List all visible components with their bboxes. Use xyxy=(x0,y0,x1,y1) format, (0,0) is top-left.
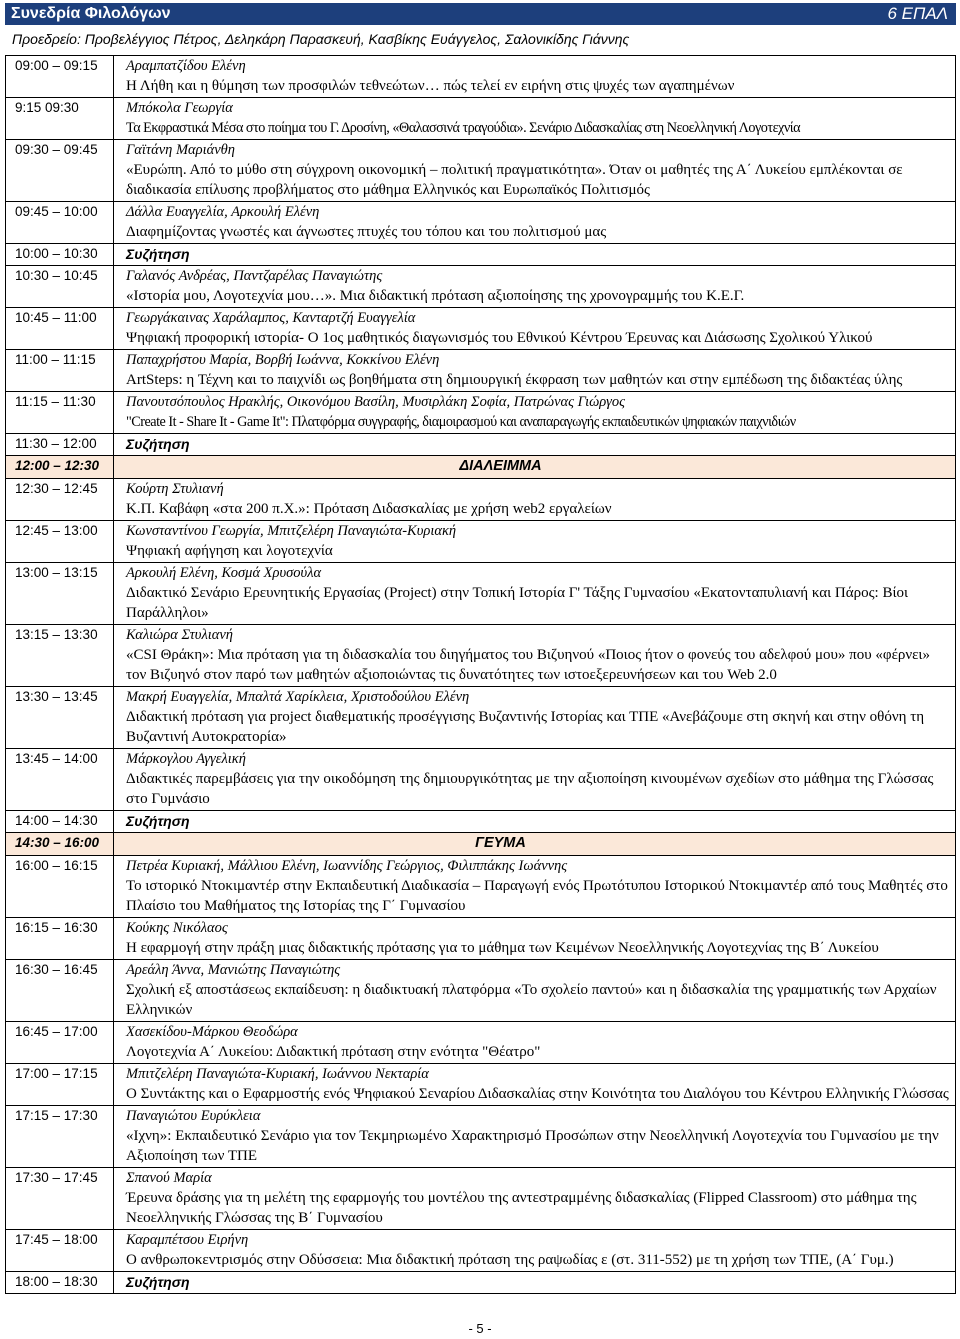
talk-title: Η Λήθη και η θύμηση των προσφιλών τεθνεώτων… πώς τελεί εν ειρήνη στις ψυχές των αγαπημένων xyxy=(126,78,735,94)
slot-content xyxy=(114,749,956,811)
discussion-label: Συζήτηση xyxy=(126,813,190,829)
schedule-row xyxy=(6,140,956,202)
page-number: - 5 - xyxy=(468,1321,492,1336)
speaker-names: Παναγιώτου Ευρύκλεια xyxy=(126,1108,261,1124)
session-title: Συνεδρία Φιλολόγων xyxy=(11,5,171,22)
time-slot: 10:00 – 10:30 xyxy=(6,244,114,266)
schedule-row xyxy=(6,244,956,266)
speaker-names: Πανουτσόπουλος Ηρακλής, Οικονόμου Βασίλη, Μυσιρλάκη Σοφία, Πατρώνας Γιώργος xyxy=(126,394,626,410)
speaker-names: Σπανού Μαρία xyxy=(126,1170,212,1186)
schedule-row xyxy=(6,308,956,350)
time-slot: 09:45 – 10:00 xyxy=(6,202,114,244)
time-slot: 13:00 – 13:15 xyxy=(6,563,114,625)
slot-content xyxy=(114,98,956,140)
speaker-names: Κούρτη Στυλιανή xyxy=(126,481,224,497)
schedule-row xyxy=(6,202,956,244)
schedule-row xyxy=(6,456,956,479)
talk-title: «Ιστορία μου, Λογοτεχνία μου…». Μια διδακτική πρόταση αξιοποίησης της χρονογραμμής του Κ.Ε.Γ. xyxy=(126,288,745,304)
discussion-label: Συζήτηση xyxy=(126,246,190,262)
schedule-row xyxy=(6,749,956,811)
speaker-names: Πετρέα Κυριακή, Μάλλιου Ελένη, Ιωαννίδης Γεώργιος, Φιλιππάκης Ιωάννης xyxy=(126,858,568,874)
schedule-row xyxy=(6,856,956,918)
time-slot: 09:00 – 09:15 xyxy=(6,56,114,98)
schedule-row xyxy=(6,1272,956,1294)
slot-content xyxy=(114,521,956,563)
time-slot: 17:00 – 17:15 xyxy=(6,1064,114,1106)
slot-content xyxy=(114,434,956,456)
slot-content xyxy=(114,266,956,308)
time-slot: 13:30 – 13:45 xyxy=(6,687,114,749)
slot-content xyxy=(114,479,956,521)
slot-content xyxy=(114,350,956,392)
time-slot: 14:00 – 14:30 xyxy=(6,811,114,833)
talk-title: Κ.Π. Καβάφη «στα 200 π.Χ.»: Πρόταση Διδασκαλίας με χρήση web2 εργαλείων xyxy=(126,501,612,517)
speaker-names: Γεωργάκαινας Χαράλαμπος, Κανταρτζή Ευαγγελία xyxy=(126,310,416,326)
slot-content xyxy=(114,856,956,918)
talk-title: Έρευνα δράσης για τη μελέτη της εφαρμογής του μοντέλου της αντεστραμμένης διδασκαλίας (Flipped Classroom) στο μάθημα της Νεοελληνικής Γλώσσας της Β΄ Γυμνασίου xyxy=(126,1190,917,1226)
schedule-row xyxy=(6,833,956,856)
talk-title: Ψηφιακή προφορική ιστορία- Ο 1ος μαθητικός διαγωνισμός του Εθνικού Κέντρου Έρευνας και Διάσωσης Σχολικού Υλικού xyxy=(126,330,873,346)
time-slot: 09:30 – 09:45 xyxy=(6,140,114,202)
speaker-names: Γαϊτάνη Μαριάνθη xyxy=(126,142,235,158)
slot-content xyxy=(114,918,956,960)
slot-content xyxy=(114,1230,956,1272)
session-code: 6 ΕΠΑΛ xyxy=(887,4,948,23)
time-slot: 12:30 – 12:45 xyxy=(6,479,114,521)
schedule-row xyxy=(6,98,956,140)
time-slot: 17:45 – 18:00 xyxy=(6,1230,114,1272)
talk-title: «Ευρώπη. Από το μύθο στη σύγχρονη οικονομική – πολιτική πραγματικότητα». Όταν οι μαθητές της Α΄ Λυκείου εμπλέκονται σε διαδικασία επίλυσης προβλήματος στο μάθημα Ελληνικός και Ευρωπαϊκός Πολιτισμός xyxy=(126,162,903,198)
schedule-row xyxy=(6,56,956,98)
break-label: ΔΙΑΛΕΙΜΜΑ xyxy=(459,458,542,474)
time-slot: 11:30 – 12:00 xyxy=(6,434,114,456)
speaker-names: Κωνσταντίνου Γεωργία, Μπιτζελέρη Παναγιώτα-Κυριακή xyxy=(126,523,457,539)
talk-title: "Create It - Share It - Game It": Πλατφόρμα συγγραφής, διαμοιρασμού και αναπαραγωγής εκπαιδευτικών ψηφιακών παιχνιδιών xyxy=(126,414,796,430)
slot-content xyxy=(114,1064,956,1106)
time-slot: 17:30 – 17:45 xyxy=(6,1168,114,1230)
schedule-row xyxy=(6,1064,956,1106)
speaker-names: Μπόκολα Γεωργία xyxy=(126,100,233,116)
speaker-names: Αραμπατζίδου Ελένη xyxy=(126,58,246,74)
talk-title: Τα Εκφραστικά Μέσα στο ποίημα του Γ. Δροσίνη, «Θαλασσινά τραγούδια». Σενάριο Διδασκαλίας στη Νεοελληνική Λογοτεχνία xyxy=(126,120,801,136)
talk-title: Η εφαρμογή στην πράξη μιας διδακτικής πρότασης για το μάθημα των Κειμένων Νεοελληνικής Λογοτεχνίας της Β΄ Λυκείου xyxy=(126,940,879,956)
speaker-names: Αρκουλή Ελένη, Κοσμά Χρυσούλα xyxy=(126,565,322,581)
talk-title: Ψηφιακή αφήγηση και λογοτεχνία xyxy=(126,543,333,559)
schedule-row xyxy=(6,1168,956,1230)
speaker-names: Γαλανός Ανδρέας, Παντζαρέλας Παναγιώτης xyxy=(126,268,383,284)
time-slot: 14:30 – 16:00 xyxy=(6,833,114,856)
schedule-row xyxy=(6,625,956,687)
speaker-names: Καλιώρα Στυλιανή xyxy=(126,627,234,643)
discussion-label: Συζήτηση xyxy=(126,1274,190,1290)
talk-title: ArtSteps: η Τέχνη και το παιχνίδι ως βοηθήματα στη δημιουργική έκφραση των μαθητών και στην εμπέδωση της διδακτέας ύλης xyxy=(126,372,903,388)
slot-content xyxy=(114,811,956,833)
time-slot: 13:45 – 14:00 xyxy=(6,749,114,811)
speaker-names: Μάρκογλου Αγγελική xyxy=(126,751,246,767)
slot-content xyxy=(114,56,956,98)
slot-content xyxy=(114,563,956,625)
slot-content xyxy=(114,960,956,1022)
time-slot: 16:00 – 16:15 xyxy=(6,856,114,918)
time-slot: 16:30 – 16:45 xyxy=(6,960,114,1022)
time-slot: 12:00 – 12:30 xyxy=(6,456,114,479)
schedule-row xyxy=(6,350,956,392)
schedule-row xyxy=(6,266,956,308)
schedule-row xyxy=(6,960,956,1022)
time-slot: 16:45 – 17:00 xyxy=(6,1022,114,1064)
session-header xyxy=(5,3,956,25)
slot-content xyxy=(114,833,956,856)
speaker-names: Κούκης Νικόλαος xyxy=(126,920,228,936)
talk-title: Λογοτεχνία Α΄ Λυκείου: Διδακτική πρόταση στην ενότητα "Θέατρο" xyxy=(126,1044,541,1060)
slot-content xyxy=(114,1106,956,1168)
talk-title: Ο ανθρωποκεντρισμός στην Οδύσσεια: Μια διδακτική πρόταση της ραψωδίας ε (στ. 311-552) με τη χρήση των ΤΠΕ, (Α΄ Γυμ.) xyxy=(126,1252,894,1268)
talk-title: Σχολική εξ αποστάσεως εκπαίδευση: η διαδικτυακή πλατφόρμα «Το σχολείο παντού» και η διδασκαλία της γραμματικής των Αρχαίων Ελληνικών xyxy=(126,982,937,1018)
time-slot: 10:45 – 11:00 xyxy=(6,308,114,350)
time-slot: 9:15 09:30 xyxy=(6,98,114,140)
slot-content xyxy=(114,1022,956,1064)
slot-content xyxy=(114,625,956,687)
time-slot: 16:15 – 16:30 xyxy=(6,918,114,960)
talk-title: Διδακτική πρόταση για project διαθεματικής προσέγγισης Βυζαντινής Ιστορίας και ΤΠΕ «Ανεβάζουμε στη σκηνή και στην οθόνη τη Βυζαντινή Αυτοκρατορία» xyxy=(126,709,925,745)
presidium-line: Προεδρείο: Προβελέγγιος Πέτρος, Δεληκάρη Παρασκευή, Κασβίκης Ευάγγελος, Σαλονικίδης Γιάννης xyxy=(12,31,630,47)
time-slot: 18:00 – 18:30 xyxy=(6,1272,114,1294)
speaker-names: Μπιτζελέρη Παναγιώτα-Κυριακή, Ιωάννου Νεκταρία xyxy=(126,1066,429,1082)
schedule-row xyxy=(6,918,956,960)
schedule-row xyxy=(6,434,956,456)
schedule-row xyxy=(6,563,956,625)
time-slot: 13:15 – 13:30 xyxy=(6,625,114,687)
time-slot: 11:15 – 11:30 xyxy=(6,392,114,434)
schedule-row xyxy=(6,392,956,434)
speaker-names: Δάλλα Ευαγγελία, Αρκουλή Ελένη xyxy=(126,204,320,220)
slot-content xyxy=(114,140,956,202)
schedule-row xyxy=(6,479,956,521)
talk-title: «Ιχνη»: Εκπαιδευτικό Σενάριο για τον Τεκμηριωμένο Χαρακτηρισμό Προσώπων στην Νεοελληνική Λογοτεχνία του Γυμνασίου με την Αξιοποίηση των ΤΠΕ xyxy=(126,1128,939,1164)
speaker-names: Χασεκίδου-Μάρκου Θεοδώρα xyxy=(126,1024,298,1040)
speaker-names: Αρεάλη Άννα, Μανιώτης Παναγιώτης xyxy=(126,962,341,978)
slot-content xyxy=(114,456,956,479)
slot-content xyxy=(114,1168,956,1230)
talk-title: Διαφημίζοντας γνωστές και άγνωστες πτυχές του τόπου και του πολιτισμού μας xyxy=(126,224,607,240)
schedule-table xyxy=(5,55,956,1294)
discussion-label: Συζήτηση xyxy=(126,436,190,452)
schedule-row xyxy=(6,811,956,833)
schedule-row xyxy=(6,1230,956,1272)
talk-title: Ο Συντάκτης και ο Εφαρμοστής ενός Ψηφιακού Σεναρίου Διδασκαλίας στην Κοινότητα του Διαλόγου του Κέντρου Ελληνικής Γλώσσας xyxy=(126,1086,949,1102)
talk-title: Διδακτικό Σενάριο Ερευνητικής Εργασίας (Project) στην Τοπική Ιστορία Γ' Τάξης Γυμνασίου «Εκατονταπυλιανή και Πάρος: Βίοι Παράλληλοι» xyxy=(126,585,909,621)
schedule-row xyxy=(6,687,956,749)
talk-title: «CSI Θράκη»: Μια πρόταση για τη διδασκαλία του διηγήματος του Βιζυηνού «Ποιος ήτον ο φονεύς του αδελφού μου» που «φέρνει» τον Βιζυηνό στον παρό των μαθητών αξιοποιώντας τις δυνατότητες των ιστοεξερευνήσεων και του Web 2.0 xyxy=(126,647,930,683)
speaker-names: Καραμπέτσου Ειρήνη xyxy=(126,1232,249,1248)
talk-title: Το ιστορικό Ντοκιμαντέρ στην Εκπαιδευτική Διαδικασία – Παραγωγή ενός Πρωτότυπου Ιστορικού Ντοκιμαντέρ από τους Μαθητές στο Πλαίσιο του Μαθήματος της Ιστορίας της Γ΄ Γυμνασίου xyxy=(126,878,948,914)
slot-content xyxy=(114,392,956,434)
break-label: ΓΕΥΜΑ xyxy=(475,835,526,851)
slot-content xyxy=(114,244,956,266)
time-slot: 12:45 – 13:00 xyxy=(6,521,114,563)
time-slot: 17:15 – 17:30 xyxy=(6,1106,114,1168)
slot-content xyxy=(114,202,956,244)
speaker-names: Παπαχρήστου Μαρία, Βορβή Ιωάννα, Κοκκίνου Ελένη xyxy=(126,352,440,368)
talk-title: Διδακτικές παρεμβάσεις για την οικοδόμηση της δημιουργικότητας με την αξιοποίηση κινουμένων σχεδίων στο μάθημα της Γλώσσας στο Γυμνάσιο xyxy=(126,771,934,807)
slot-content xyxy=(114,308,956,350)
schedule-row xyxy=(6,1106,956,1168)
speaker-names: Μακρή Ευαγγελία, Μπαλτά Χαρίκλεια, Χριστοδούλου Ελένη xyxy=(126,689,470,705)
time-slot: 10:30 – 10:45 xyxy=(6,266,114,308)
schedule-row xyxy=(6,521,956,563)
slot-content xyxy=(114,687,956,749)
time-slot: 11:00 – 11:15 xyxy=(6,350,114,392)
slot-content xyxy=(114,1272,956,1294)
schedule-row xyxy=(6,1022,956,1064)
